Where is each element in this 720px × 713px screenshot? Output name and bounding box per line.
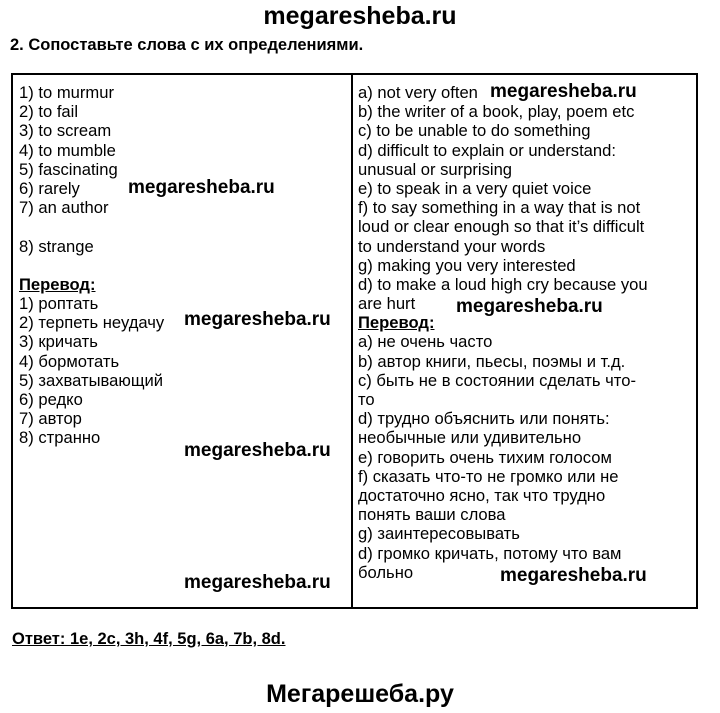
word-translation: 1) роптать [19, 294, 99, 314]
word-item: 5) fascinating [19, 159, 118, 179]
definition-translation: необычные или удивительно [358, 428, 582, 448]
definition-line: loud or clear enough so that it’s difficult [358, 217, 645, 237]
spacer [19, 256, 344, 275]
word-item: 1) to murmur [19, 83, 114, 102]
definition-line: b) the writer of a book, play, poem etc [358, 102, 635, 122]
word-translation: 6) редко [19, 390, 83, 409]
definition-line: unusual or surprising [358, 159, 513, 179]
left-column [19, 83, 344, 448]
header-site-logo: megaresheba.ru [263, 2, 457, 30]
definition-line: a) not very often [358, 83, 478, 102]
right-translation-heading: Перевод: [358, 313, 435, 333]
definition-translation: то [358, 390, 375, 409]
right-column [358, 83, 688, 582]
definition-line: e) to speak in a very quiet voice [358, 178, 592, 198]
definition-line: c) to be unable to do something [358, 121, 591, 141]
word-item: 6) rarely [19, 178, 80, 198]
watermark: megaresheba.ru [184, 572, 331, 593]
word-translation: 3) кричать [19, 332, 98, 352]
word-translation: 7) автор [19, 409, 82, 429]
word-item: 2) to fail [19, 102, 79, 122]
word-translation: 2) терпеть неудачу [19, 313, 165, 333]
watermark: megaresheba.ru [184, 309, 331, 330]
task-title: 2. Сопоставьте слова с их определениями. [10, 36, 364, 54]
definition-translation: достаточно ясно, так что трудно [358, 485, 606, 505]
watermark: megaresheba.ru [128, 177, 275, 198]
definition-line: to understand your words [358, 236, 546, 256]
definition-translation: а) не очень часто [358, 332, 493, 352]
definition-line: g) making you very interested [358, 255, 576, 275]
definition-line: f) to say something in a way that is not [358, 198, 641, 218]
column-divider [351, 75, 353, 607]
watermark: megaresheba.ru [184, 440, 331, 461]
word-item: 4) to mumble [19, 140, 116, 160]
definition-line: are hurt [358, 294, 416, 314]
definition-translation: d) трудно объяснить или понять: [358, 409, 610, 429]
definition-translation: больно [358, 562, 414, 582]
definition-translation: c) быть не в состоянии сделать что- [358, 370, 636, 390]
left-translation-heading: Перевод: [19, 274, 96, 294]
definition-line: d) difficult to explain or understand: [358, 140, 616, 160]
definition-translation: g) заинтересовывать [358, 524, 520, 544]
word-item: 8) strange [19, 236, 94, 256]
watermark: megaresheba.ru [500, 565, 647, 586]
word-item: 7) an author [19, 198, 109, 218]
footer-site-logo: Мегарешеба.ру [266, 680, 454, 708]
word-translation: 5) захватывающий [19, 370, 164, 390]
word-item: 3) to scream [19, 121, 112, 141]
answer-line: Ответ: 1e, 2c, 3h, 4f, 5g, 6a, 7b, 8d. [12, 630, 286, 648]
watermark: megaresheba.ru [490, 81, 637, 102]
word-translation: 4) бормотать [19, 351, 120, 371]
watermark: megaresheba.ru [456, 296, 603, 317]
word-translation: 8) странно [19, 428, 101, 448]
definition-translation: f) сказать что-то не громко или не [358, 466, 619, 486]
definition-translation: понять ваши слова [358, 505, 506, 525]
spacer [19, 217, 344, 236]
definition-translation: b) автор книги, пьесы, поэмы и т.д. [358, 351, 626, 371]
definition-line: d) to make a loud high cry because you [358, 274, 648, 294]
definition-translation: e) говорить очень тихим голосом [358, 447, 612, 467]
matching-table [11, 73, 698, 609]
definition-translation: d) громко кричать, потому что вам [358, 543, 622, 563]
